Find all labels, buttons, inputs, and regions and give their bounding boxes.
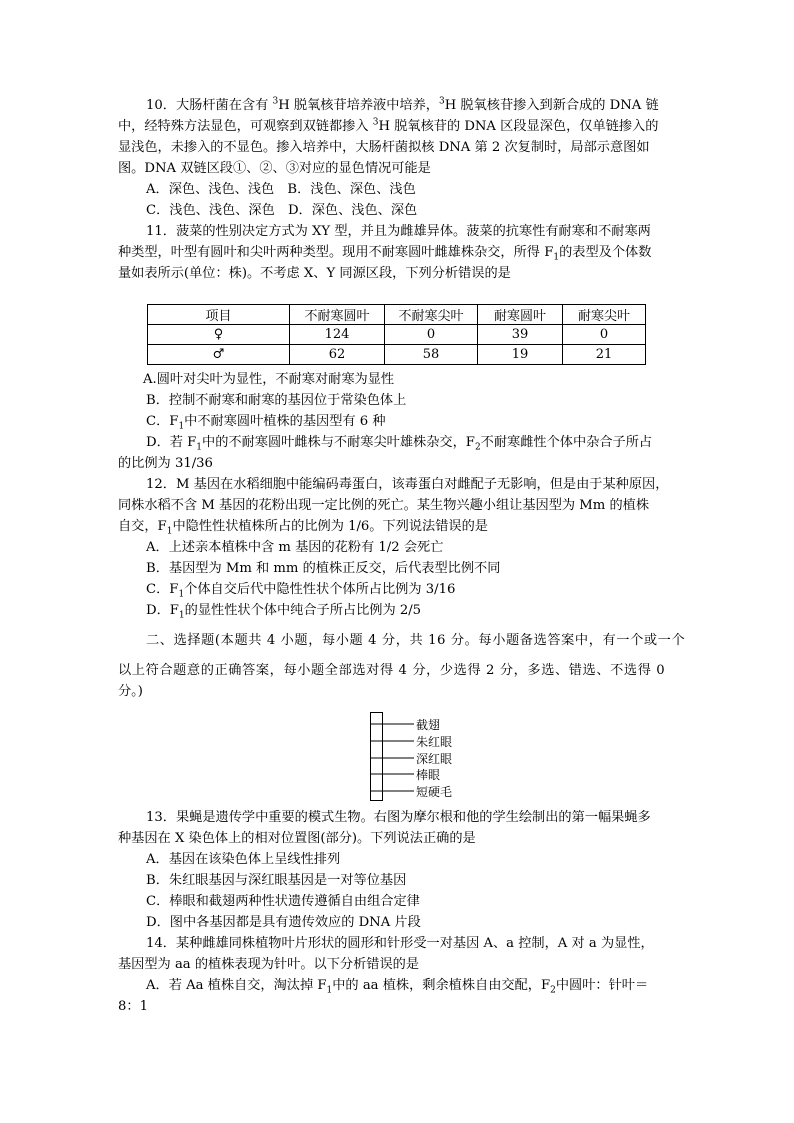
table-cell: 0: [385, 325, 478, 345]
q11-option-d: D．若 $F_1$中的不耐寒圆叶雌株与不耐寒尖叶雄株杂交，$F_2$不耐寒雌性个体中杂合子所占: [146, 435, 653, 453]
q10-options-cd: C．浅色、浅色、深色 D．深色、浅色、深色: [146, 203, 418, 218]
q12-line3: 自交，$F_1$中隐性性状植株所占的比例为 1/6。下列说法错误的是: [118, 519, 488, 537]
table-header-cell: 耐寒圆叶: [478, 305, 563, 325]
q13-option-c: C．棒眼和截翅两种性状遗传遵循自由组合定律: [146, 894, 420, 909]
table-cell: 39: [478, 325, 563, 345]
q14-line2: 基因型为 aa 的植株表现为针叶。以下分析错误的是: [118, 957, 420, 972]
q10-options-ab: A．深色、浅色、浅色 B．浅色、深色、浅色: [146, 182, 416, 197]
table-cell: 58: [385, 345, 478, 365]
q11-option-d-cont: 的比例为 31/36: [118, 456, 213, 471]
gene-label: 短硬毛: [416, 785, 453, 799]
q11-line3: 量如表所示(单位：株)。不考虑 X、Y 同源区段，下列分析错误的是: [118, 266, 511, 281]
q13-line2: 种基因在 X 染色体上的相对位置图(部分)。下列说法正确的是: [118, 831, 476, 846]
gene-label: 棒眼: [416, 768, 441, 782]
table-cell: ♂: [148, 345, 290, 365]
gene-label: 截翅: [416, 718, 441, 732]
q11-option-a: A.圆叶对尖叶为显性，不耐寒对耐寒为显性: [143, 372, 395, 387]
table-cell: 124: [290, 325, 385, 345]
q12-line1: 12．M 基因在水稻细胞中能编码毒蛋白，该毒蛋白对雌配子无影响，但是由于某种原因，: [146, 477, 669, 492]
gene-label: 深红眼: [416, 752, 453, 766]
table-row: [148, 325, 646, 345]
q13-option-a: A．基因在该染色体上呈线性排列: [146, 852, 341, 867]
q13-option-b: B．朱红眼基因与深红眼基因是一对等位基因: [146, 873, 407, 888]
q14-option-a: A．若 Aa 植株自交，淘汰掉 $F_1$中的 aa 植株，剩余植株自由交配，$F_2$中圆叶：针叶＝: [146, 978, 649, 996]
q12-option-b: B．基因型为 Mm 和 mm 的植株正反交，后代表型比例不同: [146, 561, 501, 576]
q13-line1: 13．果蝇是遗传学中重要的模式生物。右图为摩尔根和他的学生绘制出的第一幅果蝇多: [146, 810, 651, 825]
q14-option-a-cont: 8：1: [118, 999, 148, 1014]
q12-option-d: D．$F_1$的显性性状个体中纯合子所占比例为 2/5: [146, 603, 422, 621]
section2-line1: 二、选择题(本题共 4 小题，每小题 4 分，共 16 分。每小题备选答案中，有一个或一个: [146, 633, 686, 648]
gene-label: 朱红眼: [416, 735, 453, 749]
q11-table: [147, 304, 646, 365]
q11-option-c: C．$F_1$中不耐寒圆叶植株的基因型有 6 种: [146, 414, 386, 432]
q12-option-a: A．上述亲本植株中含 m 基因的花粉有 1/2 会死亡: [146, 540, 444, 555]
q10-line1: 10．大肠杆菌在含有 $^3$H 脱氧核苷培养液中培养，$^3$H 脱氧核苷掺入到新合成的 DNA 链: [146, 96, 659, 113]
table-cell: 21: [563, 345, 646, 365]
q11-line1: 11．菠菜的性别决定方式为 XY 型，并且为雌雄异体。菠菜的抗寒性有耐寒和不耐寒两: [146, 224, 651, 239]
table-cell: ♀: [148, 325, 290, 345]
q11-line2: 种类型，叶型有圆叶和尖叶两种类型。现用不耐寒圆叶雌雄株杂交，所得 $F_1$的表型及个体数: [118, 245, 652, 263]
section2-line2: 以上符合题意的正确答案，每小题全部选对得 4 分，少选得 2 分，多选、错选、不选得 0: [118, 663, 666, 678]
q10-line2: 中，经特殊方法显色，可观察到双链都掺入 $^3$H 脱氧核苷的 DNA 区段显深色，仅单链掺入的: [118, 117, 659, 134]
table-header-cell: 项目: [148, 305, 290, 325]
table-cell: 62: [290, 345, 385, 365]
q10-line3: 显浅色，未掺入的不显色。掺入培养中，大肠杆菌拟核 DNA 第 2 次复制时，局部示意图如: [118, 140, 650, 155]
table-row: [148, 345, 646, 365]
q13-option-d: D．图中各基因都是具有遗传效应的 DNA 片段: [146, 915, 421, 930]
table-header-cell: 耐寒尖叶: [563, 305, 646, 325]
table-header-cell: 不耐寒尖叶: [385, 305, 478, 325]
q12-option-c: C．$F_1$个体自交后代中隐性性状个体所占比例为 3/16: [146, 582, 456, 600]
table-header-cell: 不耐寒圆叶: [290, 305, 385, 325]
q11-option-b: B．控制不耐寒和耐寒的基因位于常染色体上: [146, 393, 407, 408]
x-chromosome-diagram: [366, 712, 486, 802]
table-header-row: [148, 305, 646, 325]
q14-line1: 14．某种雌雄同株植物叶片形状的圆形和针形受一对基因 A、a 控制，A 对 a 为显性，: [146, 936, 654, 951]
table-cell: 0: [563, 325, 646, 345]
q10-line4: 图。DNA 双链区段①、②、③对应的显色情况可能是: [118, 161, 431, 176]
section2-line3: 分。): [118, 684, 143, 699]
q12-line2: 同株水稻不含 M 基因的花粉出现一定比例的死亡。某生物兴趣小组让基因型为 Mm 的植株: [118, 498, 650, 513]
table-cell: 19: [478, 345, 563, 365]
